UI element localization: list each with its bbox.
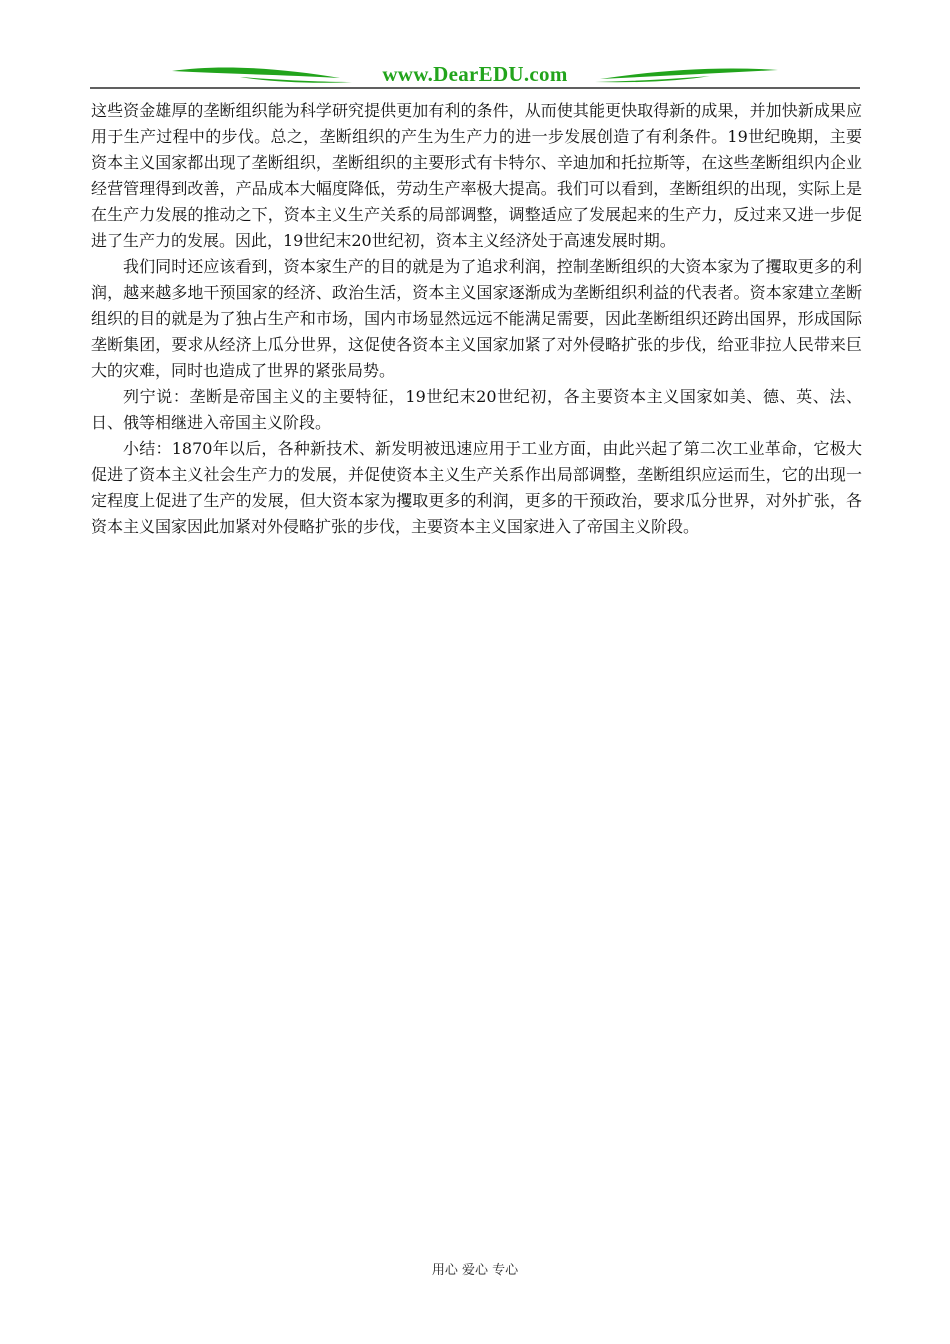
paragraph-4: 小结：1870年以后，各种新技术、新发明被迅速应用于工业方面，由此兴起了第二次工业革命，它极大促进了资本主义社会生产力的发展，并促使资本主义生产关系作出局部调整，垄断组织应运而生，它的出现一定程度上促进了生产的发展，但大资本家为攫取更多的利润，更多的干预政治，要求瓜分世界，对外扩张，各资本主义国家因此加紧对外侵略扩张的步伐，主要资本主义国家进入了帝国主义阶段。 <box>91 439 862 536</box>
document-body <box>91 98 862 540</box>
paragraph-2: 我们同时还应该看到，资本家生产的目的就是为了追求利润，控制垄断组织的大资本家为了攫取更多的利润，越来越多地干预国家的经济、政治生活，资本主义国家逐渐成为垄断组织利益的代表者。资本家建立垄断组织的目的就是为了独占生产和市场，国内市场显然远远不能满足需要，因此垄断组织还跨出国界，形成国际垄断集团，要求从经济上瓜分世界，这促使各资本主义国家加紧了对外侵略扩张的步伐，给亚非拉人民带来巨大的灾难，同时也造成了世界的紧张局势。 <box>91 257 862 380</box>
paragraph-1: 这些资金雄厚的垄断组织能为科学研究提供更加有利的条件，从而使其能更快取得新的成果，并加快新成果应用于生产过程中的步伐。总之，垄断组织的产生为生产力的进一步发展创造了有利条件。19世纪晚期，主要资本主义国家都出现了垄断组织，垄断组织的主要形式有卡特尔、辛迪加和托拉斯等，在这些垄断组织内企业经营管理得到改善，产品成本大幅度降低，劳动生产率极大提高。我们可以看到，垄断组织的出现，实际上是在生产力发展的推动之下，资本主义生产关系的局部调整，调整适应了发展起来的生产力，反过来又进一步促进了生产力的发展。因此，19世纪末20世纪初，资本主义经济处于高速发展时期。 <box>91 101 862 250</box>
page-footer: 用心 爱心 专心 <box>431 1263 519 1278</box>
paragraph-3: 列宁说：垄断是帝国主义的主要特征，19世纪末20世纪初，各主要资本主义国家如美、德、英、法、日、俄等相继进入帝国主义阶段。 <box>91 387 862 432</box>
page-header <box>90 58 860 92</box>
site-logo-text[interactable]: www.DearEDU.com <box>382 62 568 86</box>
